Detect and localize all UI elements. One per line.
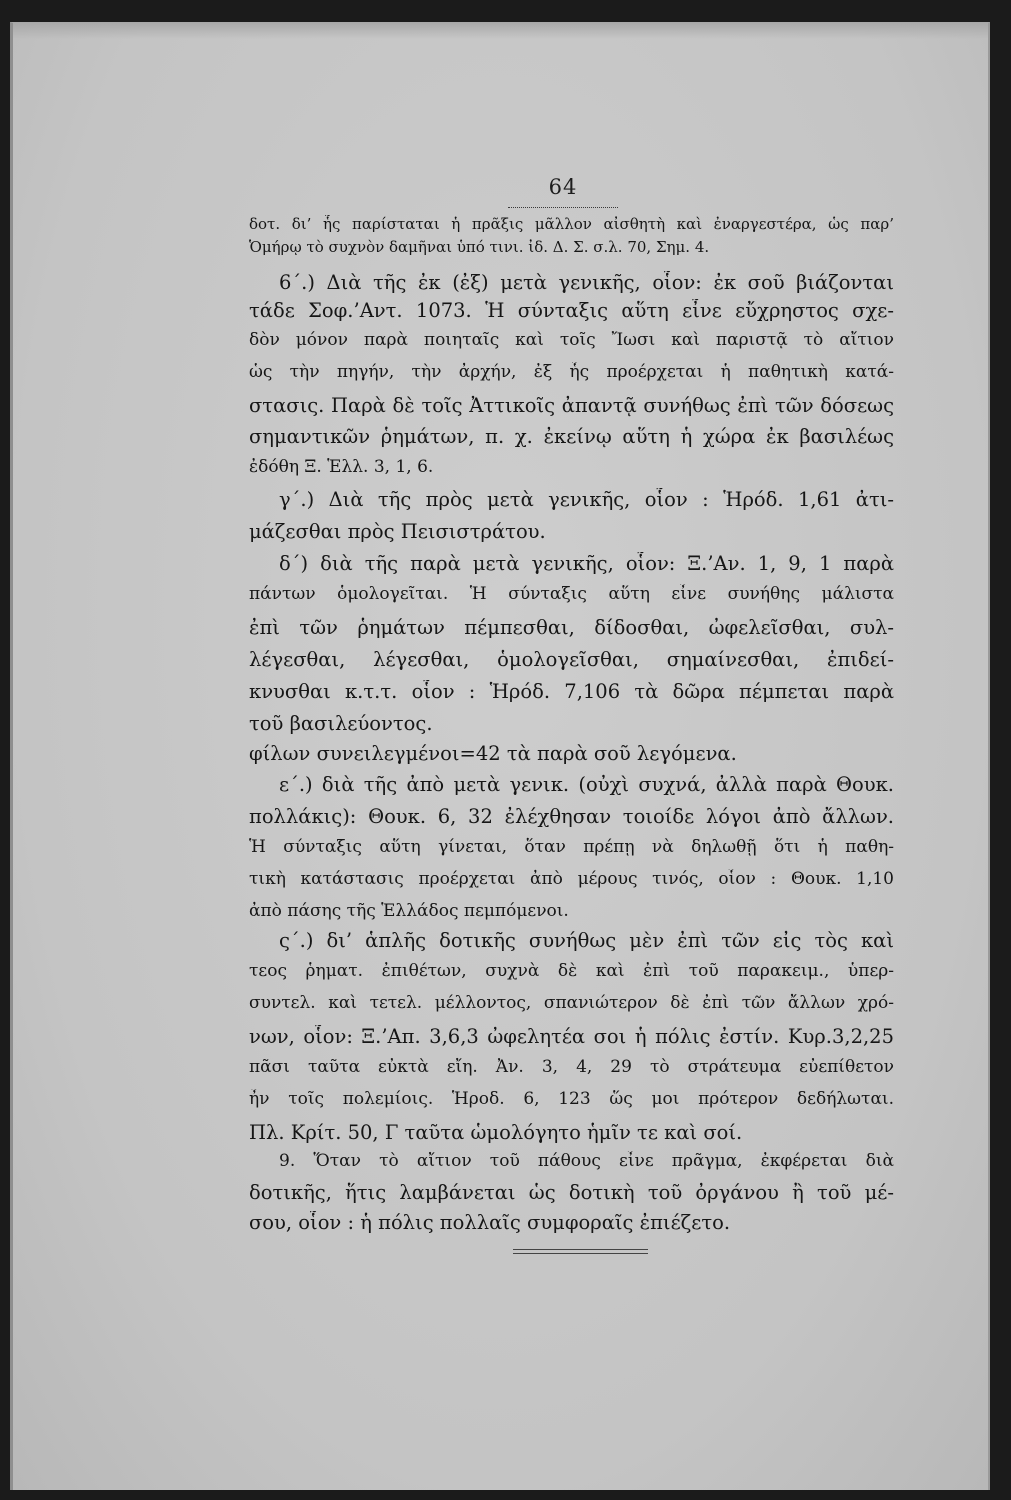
- text-line: συντελ. καὶ τετελ. μέλλοντος, σπανιώτερον δὲ ἐπὶ τῶν ἄλλων χρό-: [249, 993, 894, 1013]
- text-line: ς΄.) δι’ ἁπλῆς δοτικῆς συνήθως μὲν ἐπὶ τῶν εἰς τὸς καὶ: [279, 929, 894, 952]
- text-line: λέγεσθαι, λέγεσθαι, ὁμολογεῖσθαι, σημαίνεσθαι, ἐπιδεί-: [249, 648, 894, 671]
- text-line: σημαντικῶν ῥημάτων, π. χ. ἐκείνῳ αὕτη ἡ χώρα ἐκ βασιλέως: [249, 425, 894, 448]
- text-line: τεος ῥηματ. ἐπιθέτων, συχνὰ δὲ καὶ ἐπὶ τοῦ παρακειμ., ὑπερ-: [249, 961, 894, 981]
- text-line: 9. Ὅταν τὸ αἴτιον τοῦ πάθους εἶνε πρᾶγμα, ἐκφέρεται διὰ: [279, 1151, 894, 1171]
- page-number: 64: [548, 175, 578, 199]
- text-line: στασις. Παρὰ δὲ τοῖς Ἀττικοῖς ἀπαντᾷ συνήθως ἐπὶ τῶν δόσεως: [249, 394, 894, 417]
- text-line: πᾶσι ταῦτα εὐκτὰ εἴη. Ἀν. 3, 4, 29 τὸ στράτευμα εὐεπίθετον: [249, 1057, 894, 1077]
- text-line: τικὴ κατάστασις προέρχεται ἀπὸ μέρους τινός, οἷον : Θουκ. 1,10: [249, 869, 894, 889]
- text-line: Ὁμήρῳ τὸ συχνὸν δαμῆναι ὑπό τινι. ἰδ. Δ. Σ. σ.λ. 70, Σημ. 4.: [249, 238, 710, 256]
- text-line: τάδε Σοφ.’Αντ. 1073. Ἡ σύνταξις αὕτη εἶνε εὔχρηστος σχε-: [249, 299, 894, 322]
- text-line: δὸν μόνον παρὰ ποιηταῖς καὶ τοῖς Ἴωσι καὶ παριστᾷ τὸ αἴτιον: [249, 330, 894, 350]
- text-line: κνυσθαι κ.τ.τ. οἷον : Ἡρόδ. 7,106 τὰ δῶρα πέμπεται παρὰ: [249, 680, 894, 703]
- text-line: δοτ. δι’ ἧς παρίσταται ἡ πρᾶξις μᾶλλον αἰσθητὴ καὶ ἐναργεστέρα, ὡς παρ’: [249, 215, 894, 233]
- closing-ornament-rule: [513, 1249, 648, 1254]
- text-line: δ΄) διὰ τῆς παρὰ μετὰ γενικῆς, οἷον: Ξ.’Αν. 1, 9, 1 παρὰ: [279, 552, 894, 575]
- text-line: ὡς τὴν πηγήν, τὴν ἀρχήν, ἐξ ἧς προέρχεται ἡ παθητικὴ κατά-: [249, 362, 894, 382]
- text-line: ἐπὶ τῶν ῥημάτων πέμπεσθαι, δίδοσθαι, ὠφελεῖσθαι, συλ-: [249, 616, 894, 639]
- text-line: Πλ. Κρίτ. 50, Γ ταῦτα ὡμολόγητο ἡμῖν τε καὶ σοί.: [249, 1121, 743, 1144]
- text-line: 6΄.) Διὰ τῆς ἐκ (ἐξ) μετὰ γενικῆς, οἷον: ἐκ σοῦ βιάζονται: [279, 271, 894, 294]
- text-line: δοτικῆς, ἥτις λαμβάνεται ὡς δοτικὴ τοῦ ὀργάνου ἢ τοῦ μέ-: [249, 1181, 894, 1204]
- text-line: φίλων συνειλεγμένοι=42 τὰ παρὰ σοῦ λεγόμενα.: [249, 742, 737, 765]
- text-line: ε΄.) διὰ τῆς ἀπὸ μετὰ γενικ. (οὐχὶ συχνά, ἀλλὰ παρὰ Θουκ.: [279, 773, 894, 796]
- text-line: ἦν τοῖς πολεμίοις. Ἡροδ. 6, 123 ὥς μοι πρότερον δεδήλωται.: [249, 1089, 894, 1109]
- page-number-rule: [508, 207, 618, 208]
- page-top-shadow: [13, 23, 988, 39]
- text-line: τοῦ βασιλεύοντος.: [249, 712, 433, 735]
- text-line: πάντων ὁμολογεῖται. Ἡ σύνταξις αὕτη εἶνε συνήθης μάλιστα: [249, 584, 894, 604]
- text-line: ἀπὸ πάσης τῆς Ἑλλάδος πεμπόμενοι.: [249, 901, 569, 921]
- text-line: σου, οἷον : ἡ πόλις πολλαῖς συμφοραῖς ἐπιέζετο.: [249, 1211, 731, 1234]
- text-line: ἐδόθη Ξ. Ἑλλ. 3, 1, 6.: [249, 457, 434, 477]
- text-line: Ἡ σύνταξις αὕτη γίνεται, ὅταν πρέπῃ νὰ δηλωθῇ ὅτι ἡ παθη-: [249, 837, 894, 857]
- text-line: γ΄.) Διὰ τῆς πρὸς μετὰ γενικῆς, οἷον : Ἡρόδ. 1,61 ἀτι-: [279, 488, 894, 511]
- document-page: [10, 22, 990, 1490]
- text-line: πολλάκις): Θουκ. 6, 32 ἐλέχθησαν τοιοίδε λόγοι ἀπὸ ἄλλων.: [249, 805, 894, 828]
- text-line: μάζεσθαι πρὸς Πεισιστράτου.: [249, 520, 546, 543]
- text-line: νων, οἷον: Ξ.’Απ. 3,6,3 ὠφελητέα σοι ἡ πόλις ἐστίν. Κυρ.3,2,25: [249, 1025, 894, 1048]
